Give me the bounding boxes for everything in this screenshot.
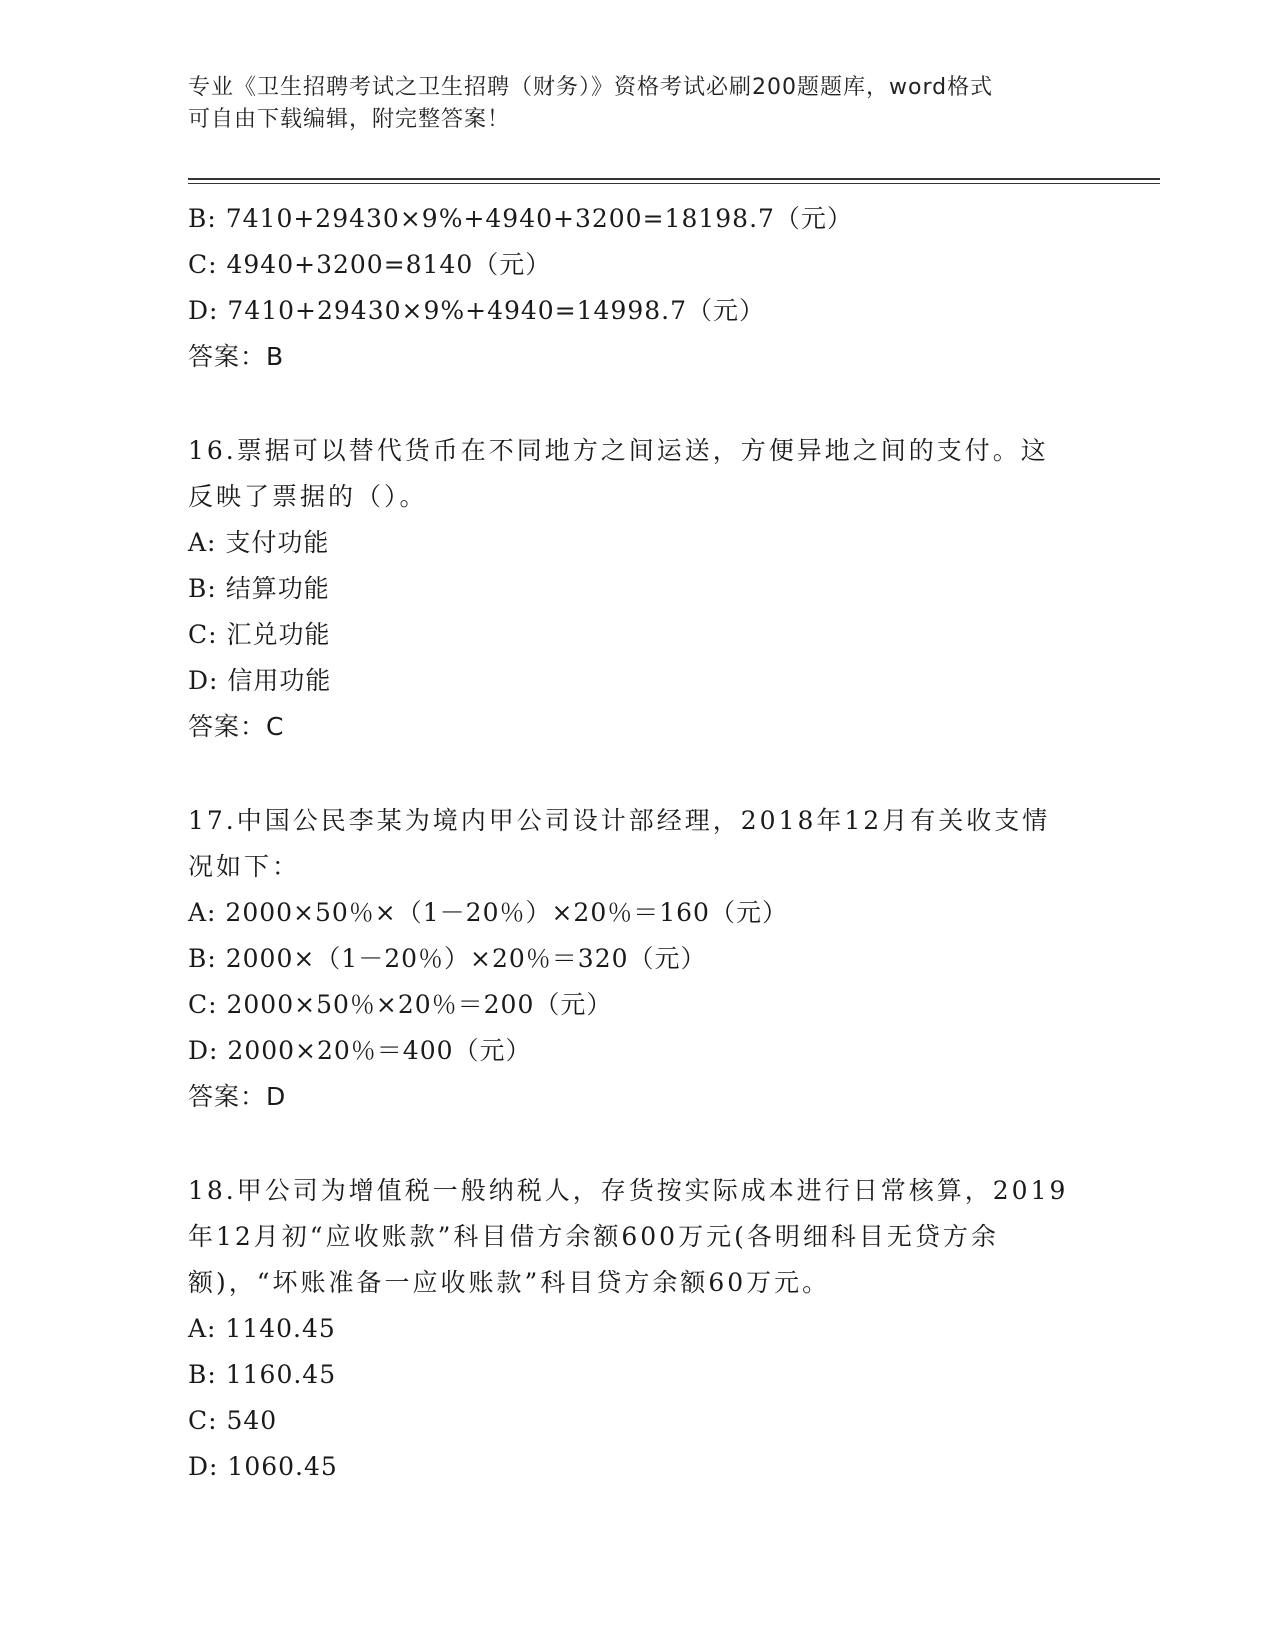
question-17 (188, 798, 1088, 1120)
header-rule-thin (188, 183, 1160, 184)
question-18 (188, 1168, 1088, 1490)
question-text-line-1: 17.中国公民李某为境内甲公司设计部经理，2018年12月有关收支情 (188, 806, 1051, 835)
question-15 (188, 196, 1088, 380)
option-b: B: 2000×（1－20％）×20％＝320（元） (188, 944, 707, 973)
option-c: C: 汇兑功能 (188, 620, 331, 649)
question-16 (188, 428, 1088, 750)
option-a: A: 1140.45 (188, 1314, 336, 1343)
option-b: B: 结算功能 (188, 574, 330, 603)
option-c: C: 4940+3200=8140（元） (188, 250, 552, 279)
option-c: C: 540 (188, 1406, 278, 1435)
header-line-1: 专业《卫生招聘考试之卫生招聘（财务）》资格考试必刷200题题库，word格式 (188, 75, 994, 100)
option-d: D: 2000×20％＝400（元） (188, 1036, 532, 1065)
option-c: C: 2000×50％×20％＝200（元） (188, 990, 613, 1019)
option-b: B: 7410+29430×9%+4940+3200=18198.7（元） (188, 204, 853, 233)
question-list (188, 196, 1088, 1490)
answer-label: 答案：C (188, 712, 285, 741)
document-header (188, 72, 1068, 136)
option-d: D: 信用功能 (188, 666, 332, 695)
question-text-line-1: 18.甲公司为增值税一般纳税人，存货按实际成本进行日常核算，2019 (188, 1176, 1069, 1205)
option-a: A: 支付功能 (188, 528, 330, 557)
option-d: D: 7410+29430×9%+4940=14998.7（元） (188, 296, 766, 325)
question-text-line-3: 额)，“坏账准备一应收账款”科目贷方余额60万元。 (188, 1268, 831, 1297)
header-line-2: 可自由下载编辑，附完整答案！ (188, 107, 511, 132)
question-text-line-2: 年12月初“应收账款”科目借方余额600万元(各明细科目无贷方余 (188, 1222, 999, 1251)
question-text-line-2: 反映了票据的（）。 (188, 482, 428, 511)
question-text (188, 428, 1088, 520)
question-text-line-2: 况如下： (188, 852, 301, 881)
option-a: A: 2000×50％×（1－20％）×20％＝160（元） (188, 898, 788, 927)
header-rule-thick (188, 178, 1160, 180)
answer-label: 答案：D (188, 1082, 287, 1111)
answer-label: 答案：B (188, 342, 285, 371)
option-d: D: 1060.45 (188, 1452, 338, 1481)
question-text-line-1: 16.票据可以替代货币在不同地方之间运送，方便异地之间的支付。这 (188, 436, 1049, 465)
question-text (188, 1168, 1088, 1306)
question-text (188, 798, 1088, 890)
option-b: B: 1160.45 (188, 1360, 337, 1389)
